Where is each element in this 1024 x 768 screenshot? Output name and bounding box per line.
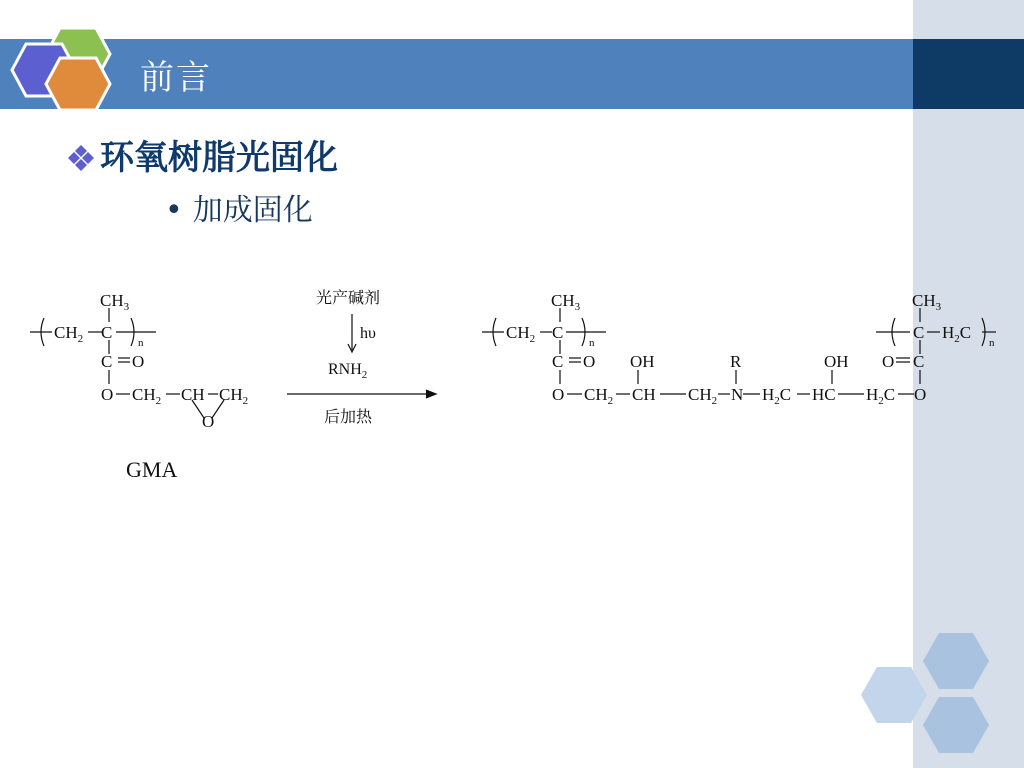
reaction-scheme [0, 270, 1010, 440]
title-band-accent [913, 39, 1024, 109]
monomer-label: GMA [126, 457, 178, 482]
svg-text:C: C [913, 352, 925, 371]
diamond-bullet-icon [66, 142, 96, 172]
svg-text:R: R [730, 352, 742, 371]
bullet-main [66, 130, 338, 179]
svg-text:HC: HC [812, 385, 836, 404]
svg-text:C: C [101, 352, 113, 371]
svg-text:H2C: $H_2C$ [762, 385, 792, 407]
svg-text:N: N [731, 385, 744, 404]
svg-text:n: n [589, 337, 595, 349]
svg-text:O: O [552, 385, 565, 404]
svg-text:O: O [583, 352, 596, 371]
svg-text:O: O [101, 385, 114, 404]
svg-text:CH3: $CH_3$ [551, 291, 581, 313]
svg-text:C: C [913, 323, 925, 342]
svg-text:H2C: $H_2C$ [866, 385, 896, 407]
svg-text:CH2: $CH_2$ [54, 323, 84, 345]
svg-text:CH3: $CH_3$ [912, 291, 942, 313]
svg-text:O: O [882, 352, 895, 371]
reagent-top: 光产碱剂 [316, 288, 381, 307]
svg-text:n: n [138, 337, 144, 349]
svg-text:CH: CH [632, 385, 656, 404]
bullet-sub-text: 加成固化 [192, 193, 313, 228]
svg-text:CH2: $CH_2$ [688, 385, 718, 407]
svg-text:O: O [914, 385, 927, 404]
svg-text:OH: OH [630, 352, 655, 371]
bullet-sub [165, 185, 313, 229]
light-label: hυ [360, 325, 376, 342]
svg-text:OH: OH [824, 352, 849, 371]
svg-text:RNH2 [328, 361, 367, 381]
decorative-hexagons-icon [855, 625, 1005, 765]
condition-bottom: 后加热 [324, 407, 373, 426]
svg-text:CH3: $CH_3$ [100, 291, 130, 313]
slide-title: 前言 [140, 58, 212, 98]
title-band [0, 39, 913, 109]
amine-label: RNH [328, 361, 362, 378]
svg-text:CH2: $CH_2$ [219, 385, 249, 407]
bullet-dot: • [165, 193, 183, 228]
svg-text:O: O [202, 412, 215, 431]
bullet-main-text: 环氧树脂光固化 [100, 138, 338, 178]
svg-text:H2C: $H_2C$ [942, 323, 972, 345]
svg-text:CH2: $CH_2$ [132, 385, 162, 407]
svg-text:CH: CH [181, 385, 205, 404]
svg-text:CH2: $CH_2$ [584, 385, 614, 407]
svg-text:C: C [552, 323, 564, 342]
svg-text:n: n [989, 337, 995, 349]
hexagon-logo-icon [10, 20, 120, 120]
svg-text:CH2: $CH_2$ [506, 323, 536, 345]
amine-subscript: 2 [361, 369, 368, 381]
svg-text:O: O [132, 352, 145, 371]
svg-text:C: C [101, 323, 113, 342]
svg-text:C: C [552, 352, 564, 371]
